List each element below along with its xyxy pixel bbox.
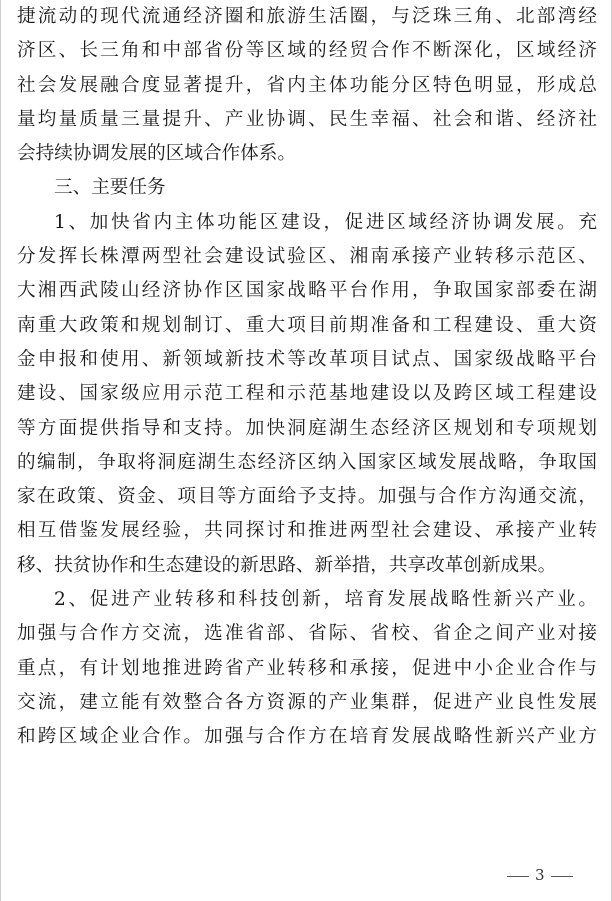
- text-line: 的编制，争取将洞庭湖生态经济区纳入国家区域发展战略，争取国: [17, 451, 597, 473]
- paragraph-first-line: 1、加快省内主体功能区建设，促进区域经济协调发展。充: [54, 211, 597, 233]
- paragraph-first-line: 2、促进产业转移和科技创新，培育发展战略性新兴产业。: [54, 589, 597, 611]
- text-line: 等方面提供指导和支持。加快洞庭湖生态经济区规划和专项规划: [17, 417, 597, 439]
- text-line: 济区、长三角和中部省份等区域的经贸合作不断深化，区域经济: [17, 40, 597, 62]
- text-line: 捷流动的现代流通经济圈和旅游生活圈，与泛珠三角、北部湾经: [17, 6, 597, 27]
- text-line: 重点，有计划地推进跨省产业转移和承接，促进中小企业合作与: [17, 657, 597, 679]
- text-line: 建设、国家级应用示范工程和示范基地建设以及跨区域工程建设: [17, 383, 597, 405]
- text-line: 家在政策、资金、项目等方面给予支持。加强与合作方沟通交流，: [17, 486, 597, 508]
- text-line: 大湘西武陵山经济协作区国家战略平台作用，争取国家部委在湖: [17, 280, 597, 302]
- text-line: 会持续协调发展的区域合作体系。: [17, 143, 296, 165]
- text-line: 加强与合作方交流，选准省部、省际、省校、省企之间产业对接: [17, 623, 597, 645]
- text-line: 分发挥长株潭两型社会建设试验区、湘南承接产业转移示范区、: [17, 246, 597, 268]
- text-line: 南重大政策和规划制订、重大项目前期准备和工程建设、重大资: [17, 314, 597, 336]
- text-line: 相互借鉴发展经验，共同探讨和推进两型社会建设、承接产业转: [17, 520, 597, 542]
- text-line: 和跨区域企业合作。加强与合作方在培育发展战略性新兴产业方: [17, 726, 597, 748]
- body-text: [17, 0, 597, 755]
- text-line: 社会发展融合度显著提升，省内主体功能分区特色明显，形成总: [17, 74, 597, 96]
- page-footer: [501, 866, 579, 884]
- section-heading: 三、主要任务: [54, 177, 166, 199]
- text-line: 交流，建立能有效整合各方资源的产业集群，促进产业良性发展: [17, 691, 597, 713]
- page-number: 3: [535, 866, 545, 884]
- footer-dash-left: [507, 876, 529, 877]
- text-line: 量均量质量三量提升、产业协调、民生幸福、社会和谐、经济社: [17, 108, 597, 130]
- footer-dash-right: [551, 876, 573, 877]
- text-line: 金申报和使用、新领域新技术等改革项目试点、国家级战略平台: [17, 348, 597, 370]
- text-line: 移、扶贫协作和生态建设的新思路、新举措，共享改革创新成果。: [17, 554, 557, 576]
